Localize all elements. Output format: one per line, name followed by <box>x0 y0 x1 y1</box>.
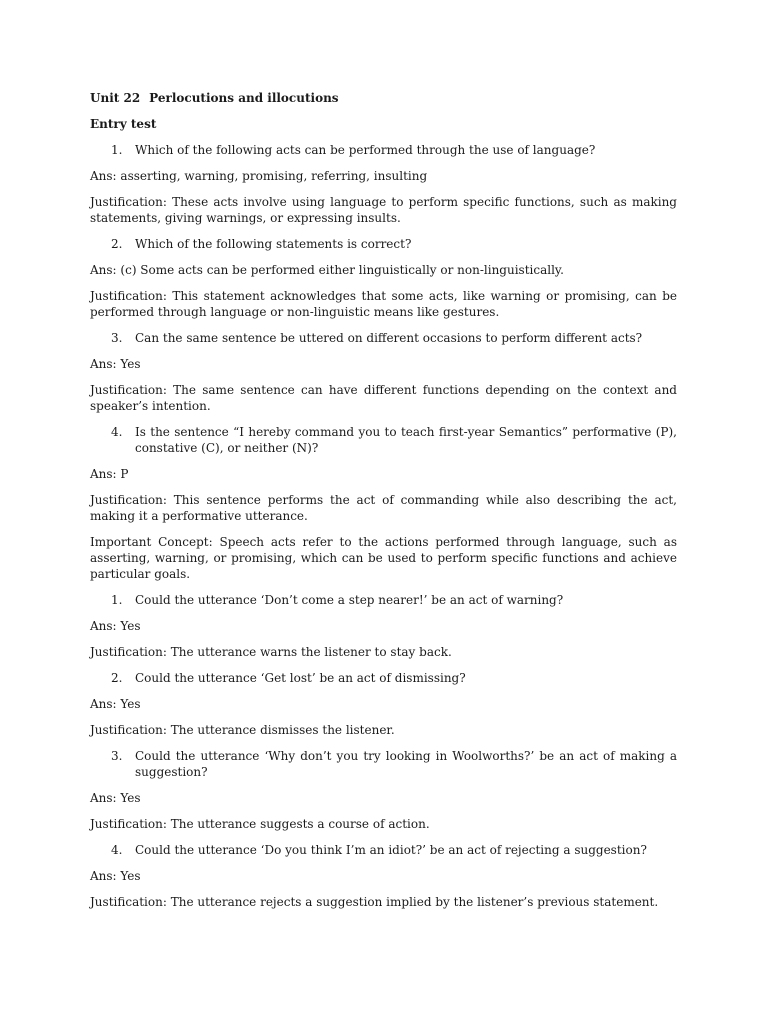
question-text: Could the utterance ‘Do you think I’m an idiot?’ be an act of rejecting a suggestion? <box>135 843 647 857</box>
question-number: 4. <box>111 843 123 857</box>
paragraph: Justification: This statement acknowledges that some acts, like warning or promising, can be performed through language or non-linguistic means like gestures. <box>90 289 677 319</box>
paragraph: Ans: (c) Some acts can be performed either linguistically or non-linguistically. <box>90 263 564 277</box>
paragraph: Justification: The utterance dismisses the listener. <box>90 723 395 737</box>
question-text: Could the utterance ‘Get lost’ be an act of dismissing? <box>135 671 466 685</box>
question-text: Can the same sentence be uttered on different occasions to perform different acts? <box>135 331 643 345</box>
question-number: 1. <box>111 143 123 157</box>
paragraph: Ans: Yes <box>90 791 141 805</box>
paragraph: Important Concept: Speech acts refer to the actions performed through language, such as asserting, warning, or promising, which can be used to perform specific functions and achieve particular goals. <box>90 535 677 581</box>
paragraph: Ans: Yes <box>90 357 141 371</box>
paragraph: Justification: The utterance warns the listener to stay back. <box>90 645 452 659</box>
question-text: Could the utterance ‘Why don’t you try looking in Woolworths?’ be an act of making a suggestion? <box>135 749 677 779</box>
document-page <box>90 90 677 920</box>
question-item <box>90 670 677 686</box>
question-number: 3. <box>111 331 123 345</box>
paragraph: Justification: These acts involve using language to perform specific functions, such as making statements, giving warnings, or expressing insults. <box>90 195 677 225</box>
question-text: Is the sentence “I hereby command you to teach first-year Semantics” performative (P), constative (C), or neither (N)? <box>135 425 677 455</box>
paragraph: Ans: Yes <box>90 697 141 711</box>
question-item <box>90 236 677 252</box>
question-item <box>90 592 677 608</box>
question-text: Which of the following statements is correct? <box>135 237 412 251</box>
question-number: 2. <box>111 237 123 251</box>
question-text: Which of the following acts can be performed through the use of language? <box>135 143 596 157</box>
paragraph: Ans: P <box>90 467 129 481</box>
paragraph: Justification: This sentence performs the act of commanding while also describing the act, making it a performative utterance. <box>90 493 677 523</box>
unit-number: Unit 22 <box>90 91 141 105</box>
section-heading: Entry test <box>90 117 157 131</box>
question-item <box>90 842 677 858</box>
paragraph: Justification: The utterance rejects a suggestion implied by the listener’s previous statement. <box>90 895 659 909</box>
question-item <box>90 424 677 456</box>
paragraph: Ans: Yes <box>90 619 141 633</box>
question-text: Could the utterance ‘Don’t come a step nearer!’ be an act of warning? <box>135 593 564 607</box>
unit-title: Perlocutions and illocutions <box>149 91 339 105</box>
question-item <box>90 330 677 346</box>
paragraph: Justification: The utterance suggests a course of action. <box>90 817 430 831</box>
question-number: 3. <box>111 749 123 763</box>
question-item <box>90 748 677 780</box>
question-number: 2. <box>111 671 123 685</box>
question-number: 1. <box>111 593 123 607</box>
question-number: 4. <box>111 425 123 439</box>
paragraph: Ans: asserting, warning, promising, referring, insulting <box>90 169 428 183</box>
paragraph: Justification: The same sentence can have different functions depending on the context and speaker’s intention. <box>90 383 677 413</box>
document-body <box>90 142 677 910</box>
paragraph: Ans: Yes <box>90 869 141 883</box>
question-item <box>90 142 677 158</box>
unit-heading <box>90 90 677 106</box>
